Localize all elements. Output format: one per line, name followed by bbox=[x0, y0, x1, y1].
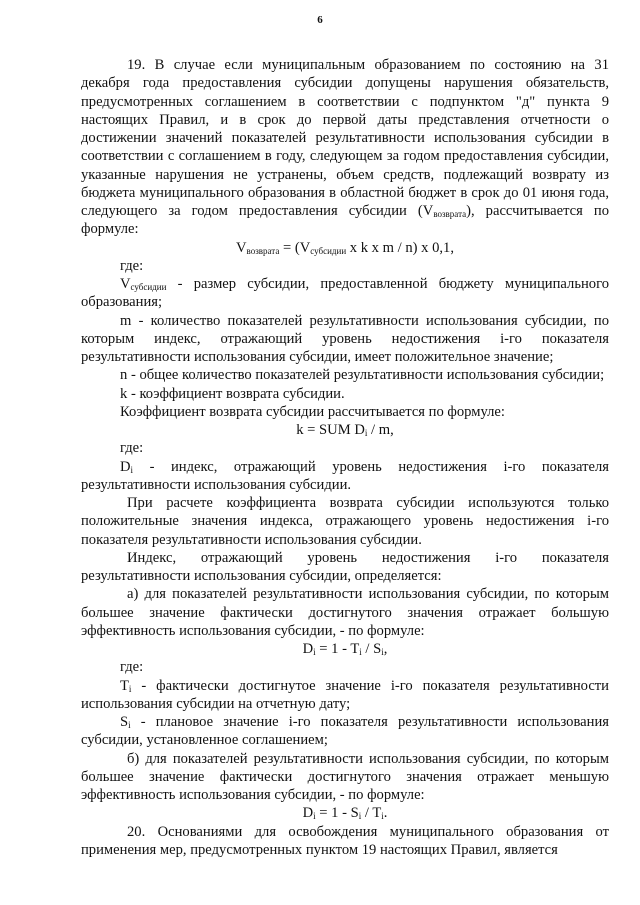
subscript: возврата bbox=[433, 209, 467, 219]
definition-s: $S_i$ - плановое значение i-го показателя результативности использования субсидии, установленное соглашением; bbox=[81, 714, 609, 749]
formula-v-return: $V_{возврата} = (V_{субсидии}$ x k x m / n) x 0,1, bbox=[236, 239, 454, 256]
where-label: где: bbox=[120, 659, 144, 676]
paragraph-index: Индекс, отражающий уровень недостижения i-го показателя результативности использования субсидии, определяется: bbox=[81, 549, 609, 584]
paragraph-20: 20. Основаниями для освобождения муниципального образования от применения мер, предусмотренных пунктом 19 настоящих Правил, является bbox=[81, 823, 609, 858]
definition-k: k - коэффициент возврата субсидии. bbox=[120, 385, 345, 402]
formula-d-b: $D_i = 1 - S_i / T_i$. bbox=[302, 805, 388, 822]
item-b: б) для показателей результативности использования субсидии, по которым большее значение фактически достигнутого значения отражает меньшую эффективность использования субсидии, - по формуле: bbox=[81, 750, 609, 803]
definition-m: m - количество показателей результативности использования субсидии, по которым индекс, отражающий уровень недостижения i-го показателя результативности использования субсидии, имеет положительное значение; bbox=[81, 312, 609, 365]
paragraph-19 bbox=[81, 56, 609, 239]
paragraph-19-text: 19. В случае если муниципальным образованием по состоянию на 31 декабря года предоставления субсидии допущены нарушения обязательств, предусмотренных соглашением в соответствии с подпунктом "д" пункта 9 настоящих Правил, и в срок до первой даты представления отчетности о достижении значений показателей результативности использования субсидии в соответствии с соглашением в году, следующем за годом предоставления субсидии, указанные нарушения не устранены, объем средств, подлежащий возврату из бюджета муниципального образования в областной бюджет в срок до 01 июня года, следующего за годом предоставления субсидии (V bbox=[81, 57, 609, 219]
paragraph-calculation: При расчете коэффициента возврата субсидии используются только положительные значения индекса, отражающего уровень недостижения i-го показателя результативности использования субсидии. bbox=[81, 495, 609, 548]
definition-v: $V_{субсидии}$ - размер субсидии, предоставленной бюджету муниципального образования; bbox=[81, 276, 609, 311]
k-intro: Коэффициент возврата субсидии рассчитывается по формуле: bbox=[120, 403, 505, 420]
where-label: где: bbox=[120, 257, 144, 274]
item-a: а) для показателей результативности использования субсидии, по которым большее значение фактически достигнутого значения отражает большую эффективность использования субсидии, - по формуле: bbox=[81, 586, 609, 639]
document-body bbox=[81, 56, 609, 859]
where-label: где: bbox=[120, 440, 144, 457]
formula-k: k = SUM $D_i$ / m, bbox=[296, 422, 394, 438]
paragraph-19-end: ), рассчитывается по формуле: bbox=[81, 203, 609, 238]
definition-t: $T_i$ - фактически достигнутое значение i-го показателя результативности использования субсидии на отчетную дату; bbox=[81, 677, 609, 712]
definition-n: n - общее количество показателей результативности использования субсидии; bbox=[120, 367, 605, 384]
page-number: 6 bbox=[317, 14, 323, 26]
definition-d: $D_i$ - индекс, отражающий уровень недостижения i-го показателя результативности использования субсидии. bbox=[81, 458, 609, 493]
formula-d-a: $D_i = 1 - T_i / S_i$, bbox=[302, 641, 388, 657]
